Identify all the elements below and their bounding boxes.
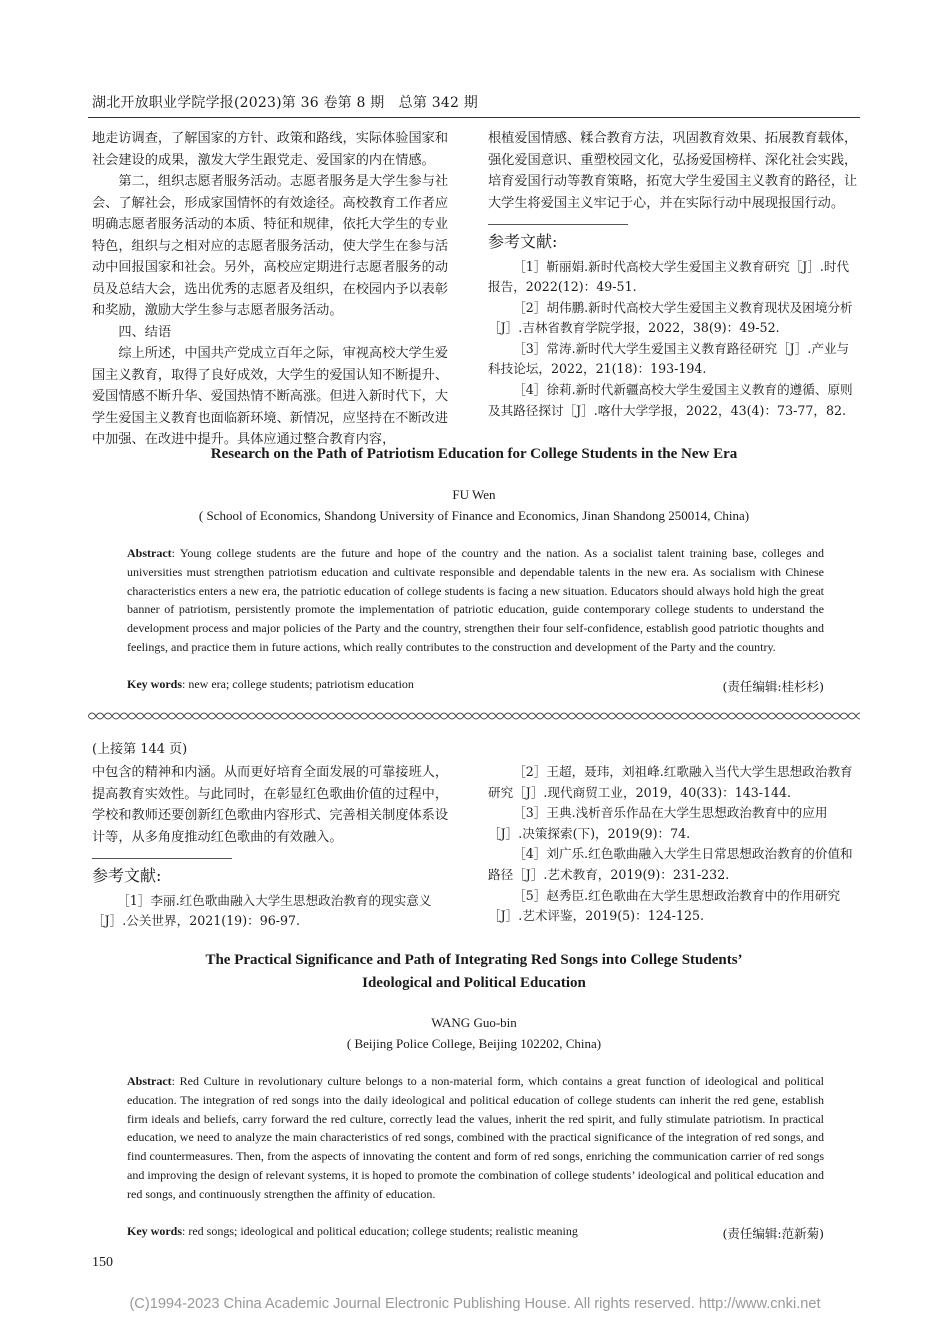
body-paragraph: 综上所述，中国共产党成立百年之际，审视高校大学生爱国主义教育，取得了良好成效，大学生的爱国认知不断提升、爱国情感不断升华、爱国热情不断高涨。但进入新时代下，大学生爱国主义教育也面临新环境、新情况，应坚持在不断改进中加强、在改进中提升。具体应通过整合教育内容，	[92, 346, 449, 447]
article2-left-column	[92, 762, 458, 932]
english-abstract	[127, 544, 824, 657]
abstract-text: : Young college students are the future and hope of the country and the nation. As a socialist talent training base, colleges and universities must strengthen patriotism education and cultivate responsible and dependable talents in the new era. As socialism with Chinese characteristics enters a new era, the patriotic education of college students is facing a new situation. Educators should always hold high the great banner of patriotism, persistently promote the implementation of patriotic education, guide contemporary college students to understand the development process and major policies of the Party and the country, strengthen their four self-confidence, establish good patriotic thoughts and feelings, and practice them in future actions, which really contributes to the construction and development of the Party and the country.	[127, 546, 824, 654]
english-author: FU Wen	[452, 487, 496, 502]
reference-item: ［4］徐莉.新时代新疆高校大学生爱国主义教育的遵循、原则及其路径探讨［J］.喀什大学学报，2022，43(4)：73-77，82.	[488, 382, 853, 418]
english-title-line2: Ideological and Political Education	[362, 975, 586, 991]
article1-right-column	[488, 128, 860, 421]
english-affiliation: ( Beijing Police College, Beijing 102202, China)	[346, 1036, 602, 1051]
english-abstract	[127, 1072, 824, 1204]
journal-header: 湖北开放职业学院学报(2023)第 36 卷第 8 期 总第 342 期	[92, 95, 478, 111]
wavy-divider	[88, 709, 860, 723]
english-title-line1: The Practical Significance and Path of Integrating Red Songs into College Students’	[205, 952, 743, 968]
body-paragraph: 地走访调查，了解国家的方针、政策和路线，实际体验国家和社会建设的成果，激发大学生跟党走、爱国家的内在情感。	[92, 131, 449, 168]
reference-item: ［1］靳丽娟.新时代高校大学生爱国主义教育研究［J］.时代报告，2022(12)：49-51.	[488, 258, 850, 295]
references-title: 参考文献:	[92, 866, 162, 885]
references-rule	[488, 224, 628, 225]
keywords-text: : new era; college students; patriotism education	[182, 677, 414, 691]
references-title: 参考文献:	[488, 232, 558, 251]
editor-note: (责任编辑:桂杉杉)	[722, 679, 824, 694]
reference-item: ［2］王超，聂玮，刘祖峰.红歌融入当代大学生思想政治教育研究［J］.现代商贸工业，2019，40(33)：143-144.	[488, 764, 853, 800]
keywords-label: Key words	[127, 1224, 182, 1238]
article1-left-column	[92, 128, 458, 451]
abstract-text: : Red Culture in revolutionary culture belongs to a non-material form, which contains a great function of ideological and political education. The integration of red songs into the daily ideological and political education of college students can inherit the red gene, establish firm ideals and beliefs, carry forward the red culture, correctly lead the values, inherit the red spirit, and fully stimulate patriotism. In practical education, we need to analyze the main characteristics of red songs, combined with the practical significance of the integration of red songs, and find countermeasures. Then, from the aspects of innovating the content and form of red songs, enriching the communication carrier of red songs and improving the design of relevant systems, it is hoped to promote the combination of college students’ ideological and political education and red songs, and continuously strengthen the affinity of education.	[127, 1074, 824, 1201]
body-paragraph: 根植爱国情感、糅合教育方法，巩固教育效果、拓展教育载体，强化爱国意识、重塑校园文化，弘扬爱国榜样、深化社会实践，培育爱国行动等教育策略，拓宽大学生爱国主义教育的路径，让大学生将爱国主义牢记于心，并在实际行动中展现报国行动。	[488, 131, 858, 211]
header-rule	[88, 117, 860, 118]
keywords-label: Key words	[127, 677, 182, 691]
references-rule	[92, 858, 232, 859]
page-number: 150	[92, 1255, 113, 1270]
reference-item: ［1］李丽.红色歌曲融入大学生思想政治教育的现实意义［J］.公关世界，2021(19)：96-97.	[92, 892, 432, 929]
keywords-text: : red songs; ideological and political education; college students; realistic meaning	[182, 1224, 578, 1238]
english-title: Research on the Path of Patriotism Education for College Students in the New Era	[210, 446, 738, 462]
body-paragraph: 中包含的精神和内涵。从而更好培育全面发展的可靠接班人，提高教育实效性。与此同时，在彰显红色歌曲价值的过程中，学校和教师还要创新红色歌曲内容形式、完善相关制度体系设计等，从多角度推动红色歌曲的有效融入。	[92, 765, 449, 845]
reference-item: ［4］刘广乐.红色歌曲融入大学生日常思想政治教育的价值和路径［J］.艺术教育，2019(9)：231-232.	[488, 846, 853, 882]
abstract-label: Abstract	[127, 546, 172, 560]
reference-item: ［3］常涛.新时代大学生爱国主义教育路径研究［J］.产业与科技论坛，2022，21(18)：193-194.	[488, 340, 850, 377]
article2-right-column	[488, 762, 860, 927]
reference-item: ［3］王典.浅析音乐作品在大学生思想政治教育中的应用［J］.决策探索(下)，2019(9)：74.	[488, 805, 828, 841]
abstract-label: Abstract	[127, 1074, 172, 1088]
reference-item: ［5］赵秀臣.红色歌曲在大学生思想政治教育中的作用研究［J］.艺术评鉴，2019(5)：124-125.	[488, 887, 841, 924]
keywords-row	[127, 677, 824, 692]
section-heading: 四、结语	[118, 324, 172, 340]
english-author: WANG Guo-bin	[431, 1015, 517, 1030]
reference-item: ［2］胡伟鹏.新时代高校大学生爱国主义教育现状及困境分析［J］.吉林省教育学院学报，2022，38(9)：49-52.	[488, 299, 853, 336]
cnki-footer: (C)1994-2023 China Academic Journal Electronic Publishing House. All rights reserved. http://www.cnki.net	[129, 1296, 821, 1312]
keywords-row	[127, 1224, 824, 1239]
editor-note: (责任编辑:范新菊)	[722, 1226, 824, 1241]
english-affiliation: ( School of Economics, Shandong University of Finance and Economics, Jinan Shandong 250014, China)	[198, 508, 750, 523]
body-paragraph: 第二，组织志愿者服务活动。志愿者服务是大学生参与社会、了解社会，形成家国情怀的有效途径。高校教育工作者应明确志愿者服务活动的本质、特征和规律，依托大学生的专业特色，组织与之相对应的志愿者服务活动，使大学生在参与活动中回报国家和社会。另外，高校应定期进行志愿者服务的动员及总结大会，选出优秀的志愿者及组织，在校园内予以表彰和奖励，激励大学生参与志愿者服务活动。	[92, 174, 449, 318]
continuation-note: (上接第 144 页)	[92, 742, 188, 757]
